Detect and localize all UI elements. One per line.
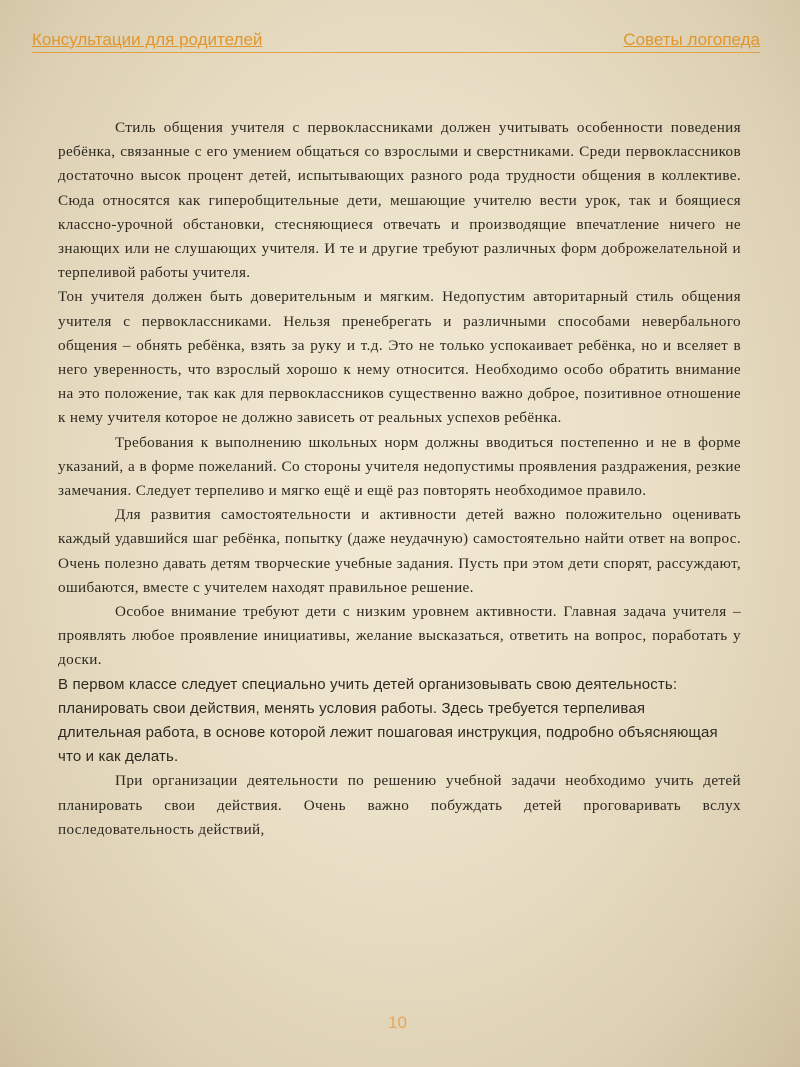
header-bar <box>32 30 760 53</box>
paragraph-independence: Для развития самостоятельности и активности детей важно положительно оценивать каждый удавшийся шаг ребёнка, попытку (даже неудачную) самостоятельно найти ответ на вопрос. Очень полезно давать детям творческие учебные задания. Пусть при этом дети спорят, рассуждают, ошибаются, вместе с учителем находят правильное решение. <box>58 506 741 596</box>
paragraph-teacher-tone: Тон учителя должен быть доверительным и мягким. Недопустим авторитарный стиль общения учителя с первоклассниками. Нельзя пренебрегать и различными способами невербального общения – обнять ребёнка, взять за руку и т.д. Это не только успокаивает ребёнка, но и вселяет в него уверенность, что взрослый хорошо к нему относится. Необходимо особо обратить внимание на это положение, так как для первоклассников существенно важно доброе, позитивное отношение к нему учителя которое не должно зависеть от реальных успехов ребёнка. <box>58 288 741 427</box>
paragraph-communication-style: Стиль общения учителя с первоклассниками должен учитывать особенности поведения ребёнка, связанные с его умением общаться со взрослыми и сверстниками. Среди первоклассников достаточно высок процент детей, испытывающих разного рода трудности общения в коллективе. Сюда относятся как гиперобщительные дети, мешающие учителю вести урок, так и боящиеся классно-урочной обстановки, стесняющиеся отвечать и производящие впечатление ничего не знающих или не слушающих учителя. И те и другие требуют различных форм доброжелательной и терпеливой работы учителя. <box>58 119 741 282</box>
paragraph-planning: При организации деятельности по решению учебной задачи необходимо учить детей планировать свои действия. Очень важно побуждать детей проговаривать вслух последовательность действий, <box>58 772 741 838</box>
header-left-title: Консультации для родителей <box>32 30 263 49</box>
paragraph-school-norms: Требования к выполнению школьных норм должны вводиться постепенно и не в форме указаний, а в форме пожеланий. Со стороны учителя недопустимы проявления раздражения, резкие замечания. Следует терпеливо и мягко ещё и ещё раз повторять необходимое правило. <box>58 433 741 500</box>
paragraph-first-class: В первом классе следует специально учить детей организовывать свою деятельность: планировать свои действия, менять условия работы. Здесь требуется терпеливая длительная работа, в основе которой лежит пошаговая инструкция, подробно объясняющая что и как делать. <box>58 675 718 766</box>
page-number: 10 <box>388 1013 407 1032</box>
body-text <box>58 116 741 842</box>
header-right-title: Советы логопеда <box>623 30 760 49</box>
paragraph-low-activity: Особое внимание требуют дети с низким уровнем активности. Главная задача учителя – проявлять любое проявление инициативы, желание высказаться, ответить на вопрос, поработать у доски. <box>58 603 741 669</box>
